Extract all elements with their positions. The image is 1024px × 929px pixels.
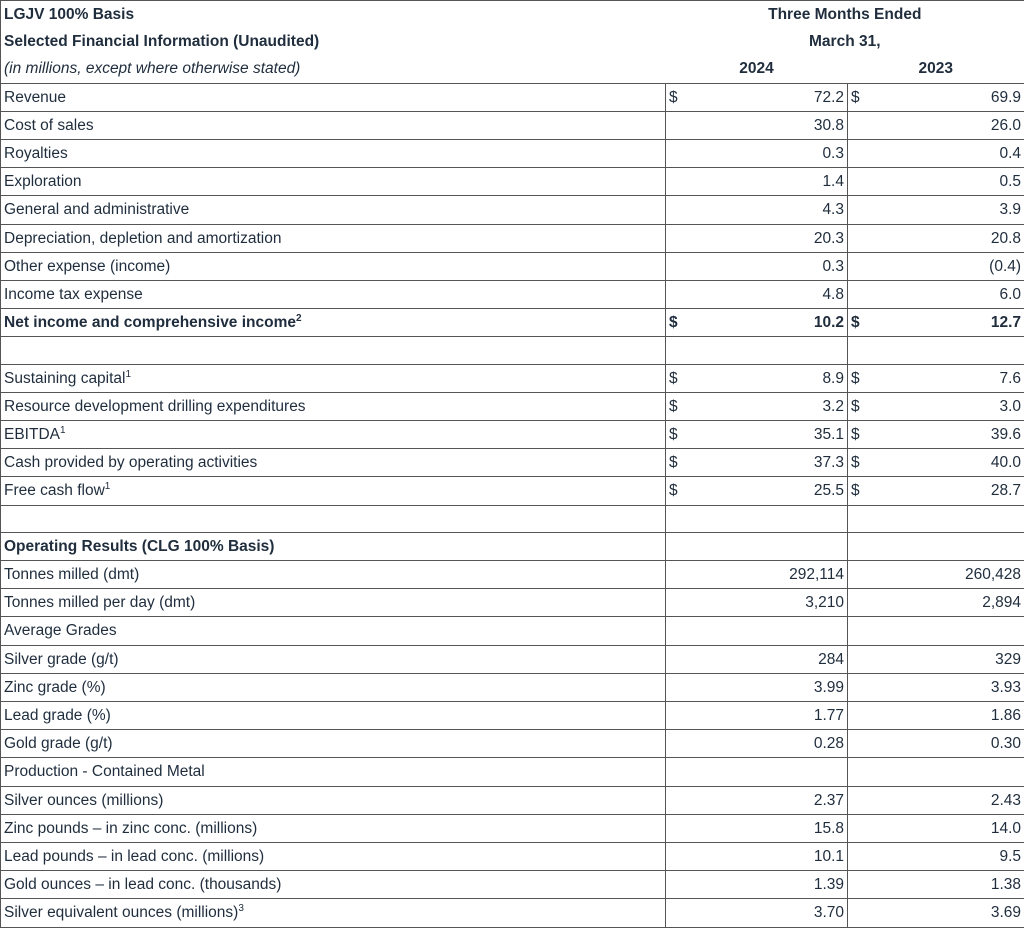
table-row xyxy=(1,814,1024,842)
currency-2023: $ xyxy=(848,364,870,392)
table-row xyxy=(1,786,1024,814)
value-2023: 0.5 xyxy=(870,168,1024,196)
value-2023: 1.38 xyxy=(870,871,1024,899)
table-row xyxy=(1,252,1024,280)
value-2024: 4.3 xyxy=(688,196,848,224)
row-label xyxy=(1,196,666,224)
currency-2024 xyxy=(666,561,688,589)
row-label-text: General and administrative xyxy=(4,201,190,219)
table-row xyxy=(1,392,1024,420)
currency-2024 xyxy=(666,871,688,899)
value-2023: 7.6 xyxy=(870,364,1024,392)
row-label xyxy=(1,309,666,337)
row-label xyxy=(1,477,666,505)
currency-2023 xyxy=(848,168,870,196)
table-row xyxy=(1,871,1024,899)
header-row-3 xyxy=(1,55,1024,83)
currency-2024 xyxy=(666,702,688,730)
value-2023: 0.30 xyxy=(870,730,1024,758)
currency-2023: $ xyxy=(848,83,870,111)
row-label-text: Zinc pounds – in zinc conc. (millions) xyxy=(4,819,258,837)
currency-2023 xyxy=(848,871,870,899)
value-2024 xyxy=(688,617,848,645)
row-label-text: Average Grades xyxy=(4,622,117,640)
value-2024: 30.8 xyxy=(688,111,848,139)
currency-2023 xyxy=(848,589,870,617)
header-row-1 xyxy=(1,1,1024,29)
spacer-row xyxy=(1,505,1024,532)
row-label-text: Free cash flow xyxy=(4,482,105,500)
currency-2023: $ xyxy=(848,392,870,420)
row-label-text: Tonnes milled per day (dmt) xyxy=(4,594,196,612)
row-label xyxy=(1,786,666,814)
row-label xyxy=(1,252,666,280)
value-2023: 3.69 xyxy=(870,899,1024,927)
currency-2023 xyxy=(848,196,870,224)
footnote-marker: 2 xyxy=(296,313,302,325)
currency-2024 xyxy=(666,899,688,927)
currency-2023 xyxy=(848,111,870,139)
row-label xyxy=(1,645,666,673)
table-row xyxy=(1,589,1024,617)
table-row xyxy=(1,617,1024,645)
currency-2024 xyxy=(666,196,688,224)
currency-2023 xyxy=(848,758,870,786)
footnote-marker: 1 xyxy=(104,481,111,493)
currency-2024: $ xyxy=(666,421,688,449)
row-label xyxy=(1,617,666,645)
value-2023: 14.0 xyxy=(870,814,1024,842)
value-2023 xyxy=(870,505,1024,532)
currency-2023 xyxy=(848,505,870,532)
row-label-text: Cost of sales xyxy=(4,116,94,134)
value-2024: 15.8 xyxy=(688,814,848,842)
row-label-text: Production - Contained Metal xyxy=(4,763,205,781)
row-label-text: Depreciation, depletion and amortization xyxy=(4,229,282,247)
column-header-2024: 2024 xyxy=(739,60,774,78)
row-label-text: Other expense (income) xyxy=(4,257,171,275)
currency-2024 xyxy=(666,168,688,196)
value-2024: 25.5 xyxy=(688,477,848,505)
value-2023: 0.4 xyxy=(870,140,1024,168)
value-2024 xyxy=(688,337,848,364)
row-label xyxy=(1,505,666,532)
value-2024: 1.4 xyxy=(688,168,848,196)
currency-2024 xyxy=(666,252,688,280)
table-row xyxy=(1,645,1024,673)
footnote-marker: 1 xyxy=(59,425,66,437)
currency-2024: $ xyxy=(666,392,688,420)
currency-2024: $ xyxy=(666,309,688,337)
row-label-text: EBITDA xyxy=(4,426,60,444)
value-2023: 6.0 xyxy=(870,281,1024,309)
currency-2024: $ xyxy=(666,83,688,111)
value-2024: 0.3 xyxy=(688,140,848,168)
value-2024: 20.3 xyxy=(688,224,848,252)
column-header-2023: 2023 xyxy=(918,60,954,78)
table-row xyxy=(1,168,1024,196)
value-2024: 3.2 xyxy=(688,392,848,420)
table-row xyxy=(1,309,1024,337)
value-2023: 329 xyxy=(870,645,1024,673)
row-label-text: Silver equivalent ounces (millions) xyxy=(4,904,239,922)
currency-2024: $ xyxy=(666,477,688,505)
currency-2024 xyxy=(666,337,688,364)
value-2024: 292,114 xyxy=(688,561,848,589)
value-2024: 0.3 xyxy=(688,252,848,280)
row-label: Operating Results (CLG 100% Basis) xyxy=(1,532,666,560)
currency-2024 xyxy=(666,843,688,871)
row-label-text: Exploration xyxy=(4,173,82,191)
row-label-text: Lead grade (%) xyxy=(4,707,111,725)
table-row xyxy=(1,196,1024,224)
table-row xyxy=(1,111,1024,139)
row-label xyxy=(1,843,666,871)
value-2024: 10.2 xyxy=(688,309,848,337)
table-row xyxy=(1,364,1024,392)
currency-2024 xyxy=(666,111,688,139)
row-label xyxy=(1,111,666,139)
value-2023 xyxy=(870,532,1024,560)
table-row xyxy=(1,758,1024,786)
row-label-text: Royalties xyxy=(4,145,68,163)
currency-2024 xyxy=(666,814,688,842)
value-2024: 72.2 xyxy=(688,83,848,111)
row-label-text: Silver grade (g/t) xyxy=(4,650,119,668)
value-2024: 35.1 xyxy=(688,421,848,449)
value-2024: 0.28 xyxy=(688,730,848,758)
row-label-text: Cash provided by operating activities xyxy=(4,454,258,472)
currency-2023: $ xyxy=(848,477,870,505)
value-2024: 284 xyxy=(688,645,848,673)
row-label xyxy=(1,673,666,701)
value-2024: 1.77 xyxy=(688,702,848,730)
currency-2023 xyxy=(848,252,870,280)
currency-2024 xyxy=(666,532,688,560)
value-2023: 69.9 xyxy=(870,83,1024,111)
value-2023: 2.43 xyxy=(870,786,1024,814)
currency-2023 xyxy=(848,645,870,673)
value-2024 xyxy=(688,505,848,532)
table-row xyxy=(1,281,1024,309)
currency-2023 xyxy=(848,673,870,701)
row-label xyxy=(1,702,666,730)
value-2024: 3.70 xyxy=(688,899,848,927)
currency-2023 xyxy=(848,617,870,645)
row-label xyxy=(1,589,666,617)
row-label-text: Silver ounces (millions) xyxy=(4,791,164,809)
value-2023: 2,894 xyxy=(870,589,1024,617)
table-row xyxy=(1,83,1024,111)
row-label xyxy=(1,561,666,589)
currency-2023: $ xyxy=(848,421,870,449)
row-label xyxy=(1,871,666,899)
currency-2023 xyxy=(848,561,870,589)
currency-2023 xyxy=(848,140,870,168)
row-label-text: Income tax expense xyxy=(4,286,143,304)
units-note: (in millions, except where otherwise stated) xyxy=(1,55,666,83)
row-label xyxy=(1,421,666,449)
currency-2024 xyxy=(666,730,688,758)
currency-2023: $ xyxy=(848,449,870,477)
currency-2024 xyxy=(666,786,688,814)
currency-2023: $ xyxy=(848,309,870,337)
table-row xyxy=(1,702,1024,730)
value-2024: 3,210 xyxy=(688,589,848,617)
period-line-2: March 31, xyxy=(809,33,881,51)
section-heading-row xyxy=(1,532,1024,560)
currency-2023 xyxy=(848,730,870,758)
value-2023: 3.9 xyxy=(870,196,1024,224)
currency-2024 xyxy=(666,140,688,168)
value-2024: 8.9 xyxy=(688,364,848,392)
row-label xyxy=(1,758,666,786)
row-label xyxy=(1,337,666,364)
row-label-text: Net income and comprehensive income xyxy=(4,314,297,332)
value-2023: 20.8 xyxy=(870,224,1024,252)
value-2023: 9.5 xyxy=(870,843,1024,871)
value-2024 xyxy=(688,532,848,560)
value-2023: 1.86 xyxy=(870,702,1024,730)
footnote-marker: 3 xyxy=(238,903,244,915)
currency-2024 xyxy=(666,281,688,309)
table-row xyxy=(1,673,1024,701)
currency-2024 xyxy=(666,589,688,617)
row-label xyxy=(1,281,666,309)
currency-2024 xyxy=(666,617,688,645)
table-body xyxy=(1,83,1024,927)
value-2023: 26.0 xyxy=(870,111,1024,139)
footnote-marker: 1 xyxy=(125,368,132,380)
table-title: LGJV 100% Basis xyxy=(1,1,666,29)
table-row xyxy=(1,224,1024,252)
row-label xyxy=(1,224,666,252)
table-row xyxy=(1,477,1024,505)
row-label-text: Resource development drilling expenditures xyxy=(4,397,306,415)
currency-2023 xyxy=(848,224,870,252)
row-label xyxy=(1,814,666,842)
value-2024: 37.3 xyxy=(688,449,848,477)
currency-2024 xyxy=(666,505,688,532)
value-2023: 39.6 xyxy=(870,421,1024,449)
currency-2024 xyxy=(666,673,688,701)
currency-2024: $ xyxy=(666,449,688,477)
value-2023: 28.7 xyxy=(870,477,1024,505)
row-label-text: Tonnes milled (dmt) xyxy=(4,566,140,584)
row-label xyxy=(1,730,666,758)
currency-2023 xyxy=(848,532,870,560)
value-2024: 3.99 xyxy=(688,673,848,701)
value-2023 xyxy=(870,617,1024,645)
value-2023: 12.7 xyxy=(870,309,1024,337)
currency-2023 xyxy=(848,281,870,309)
value-2024: 2.37 xyxy=(688,786,848,814)
row-label xyxy=(1,899,666,927)
value-2023: 3.0 xyxy=(870,392,1024,420)
currency-2024 xyxy=(666,224,688,252)
row-label xyxy=(1,392,666,420)
value-2024: 1.39 xyxy=(688,871,848,899)
value-2024: 10.1 xyxy=(688,843,848,871)
value-2023: 3.93 xyxy=(870,673,1024,701)
table-row xyxy=(1,843,1024,871)
spacer-row xyxy=(1,337,1024,364)
row-label xyxy=(1,449,666,477)
row-label-text: Gold grade (g/t) xyxy=(4,735,113,753)
table-row xyxy=(1,421,1024,449)
currency-2023 xyxy=(848,814,870,842)
value-2023: 40.0 xyxy=(870,449,1024,477)
period-line-1: Three Months Ended xyxy=(768,6,922,23)
currency-2024: $ xyxy=(666,364,688,392)
currency-2024 xyxy=(666,645,688,673)
table-subtitle: Selected Financial Information (Unaudited) xyxy=(1,28,666,55)
value-2023: 260,428 xyxy=(870,561,1024,589)
row-label xyxy=(1,168,666,196)
currency-2023 xyxy=(848,702,870,730)
value-2023 xyxy=(870,758,1024,786)
table-row xyxy=(1,730,1024,758)
value-2023: (0.4) xyxy=(870,252,1024,280)
currency-2023 xyxy=(848,786,870,814)
table-row xyxy=(1,449,1024,477)
row-label xyxy=(1,364,666,392)
value-2024 xyxy=(688,758,848,786)
table-row xyxy=(1,561,1024,589)
currency-2023 xyxy=(848,337,870,364)
row-label-text: Lead pounds – in lead conc. (millions) xyxy=(4,848,265,866)
header-row-2 xyxy=(1,28,1024,55)
row-label xyxy=(1,83,666,111)
currency-2023 xyxy=(848,843,870,871)
row-label-text: Zinc grade (%) xyxy=(4,678,106,696)
table-row xyxy=(1,899,1024,927)
row-label-text: Revenue xyxy=(4,88,67,106)
table-row xyxy=(1,140,1024,168)
currency-2023 xyxy=(848,899,870,927)
row-label xyxy=(1,140,666,168)
currency-2024 xyxy=(666,758,688,786)
value-2023 xyxy=(870,337,1024,364)
row-label-text: Sustaining capital xyxy=(4,369,126,387)
value-2024: 4.8 xyxy=(688,281,848,309)
row-label-text: Gold ounces – in lead conc. (thousands) xyxy=(4,876,282,894)
